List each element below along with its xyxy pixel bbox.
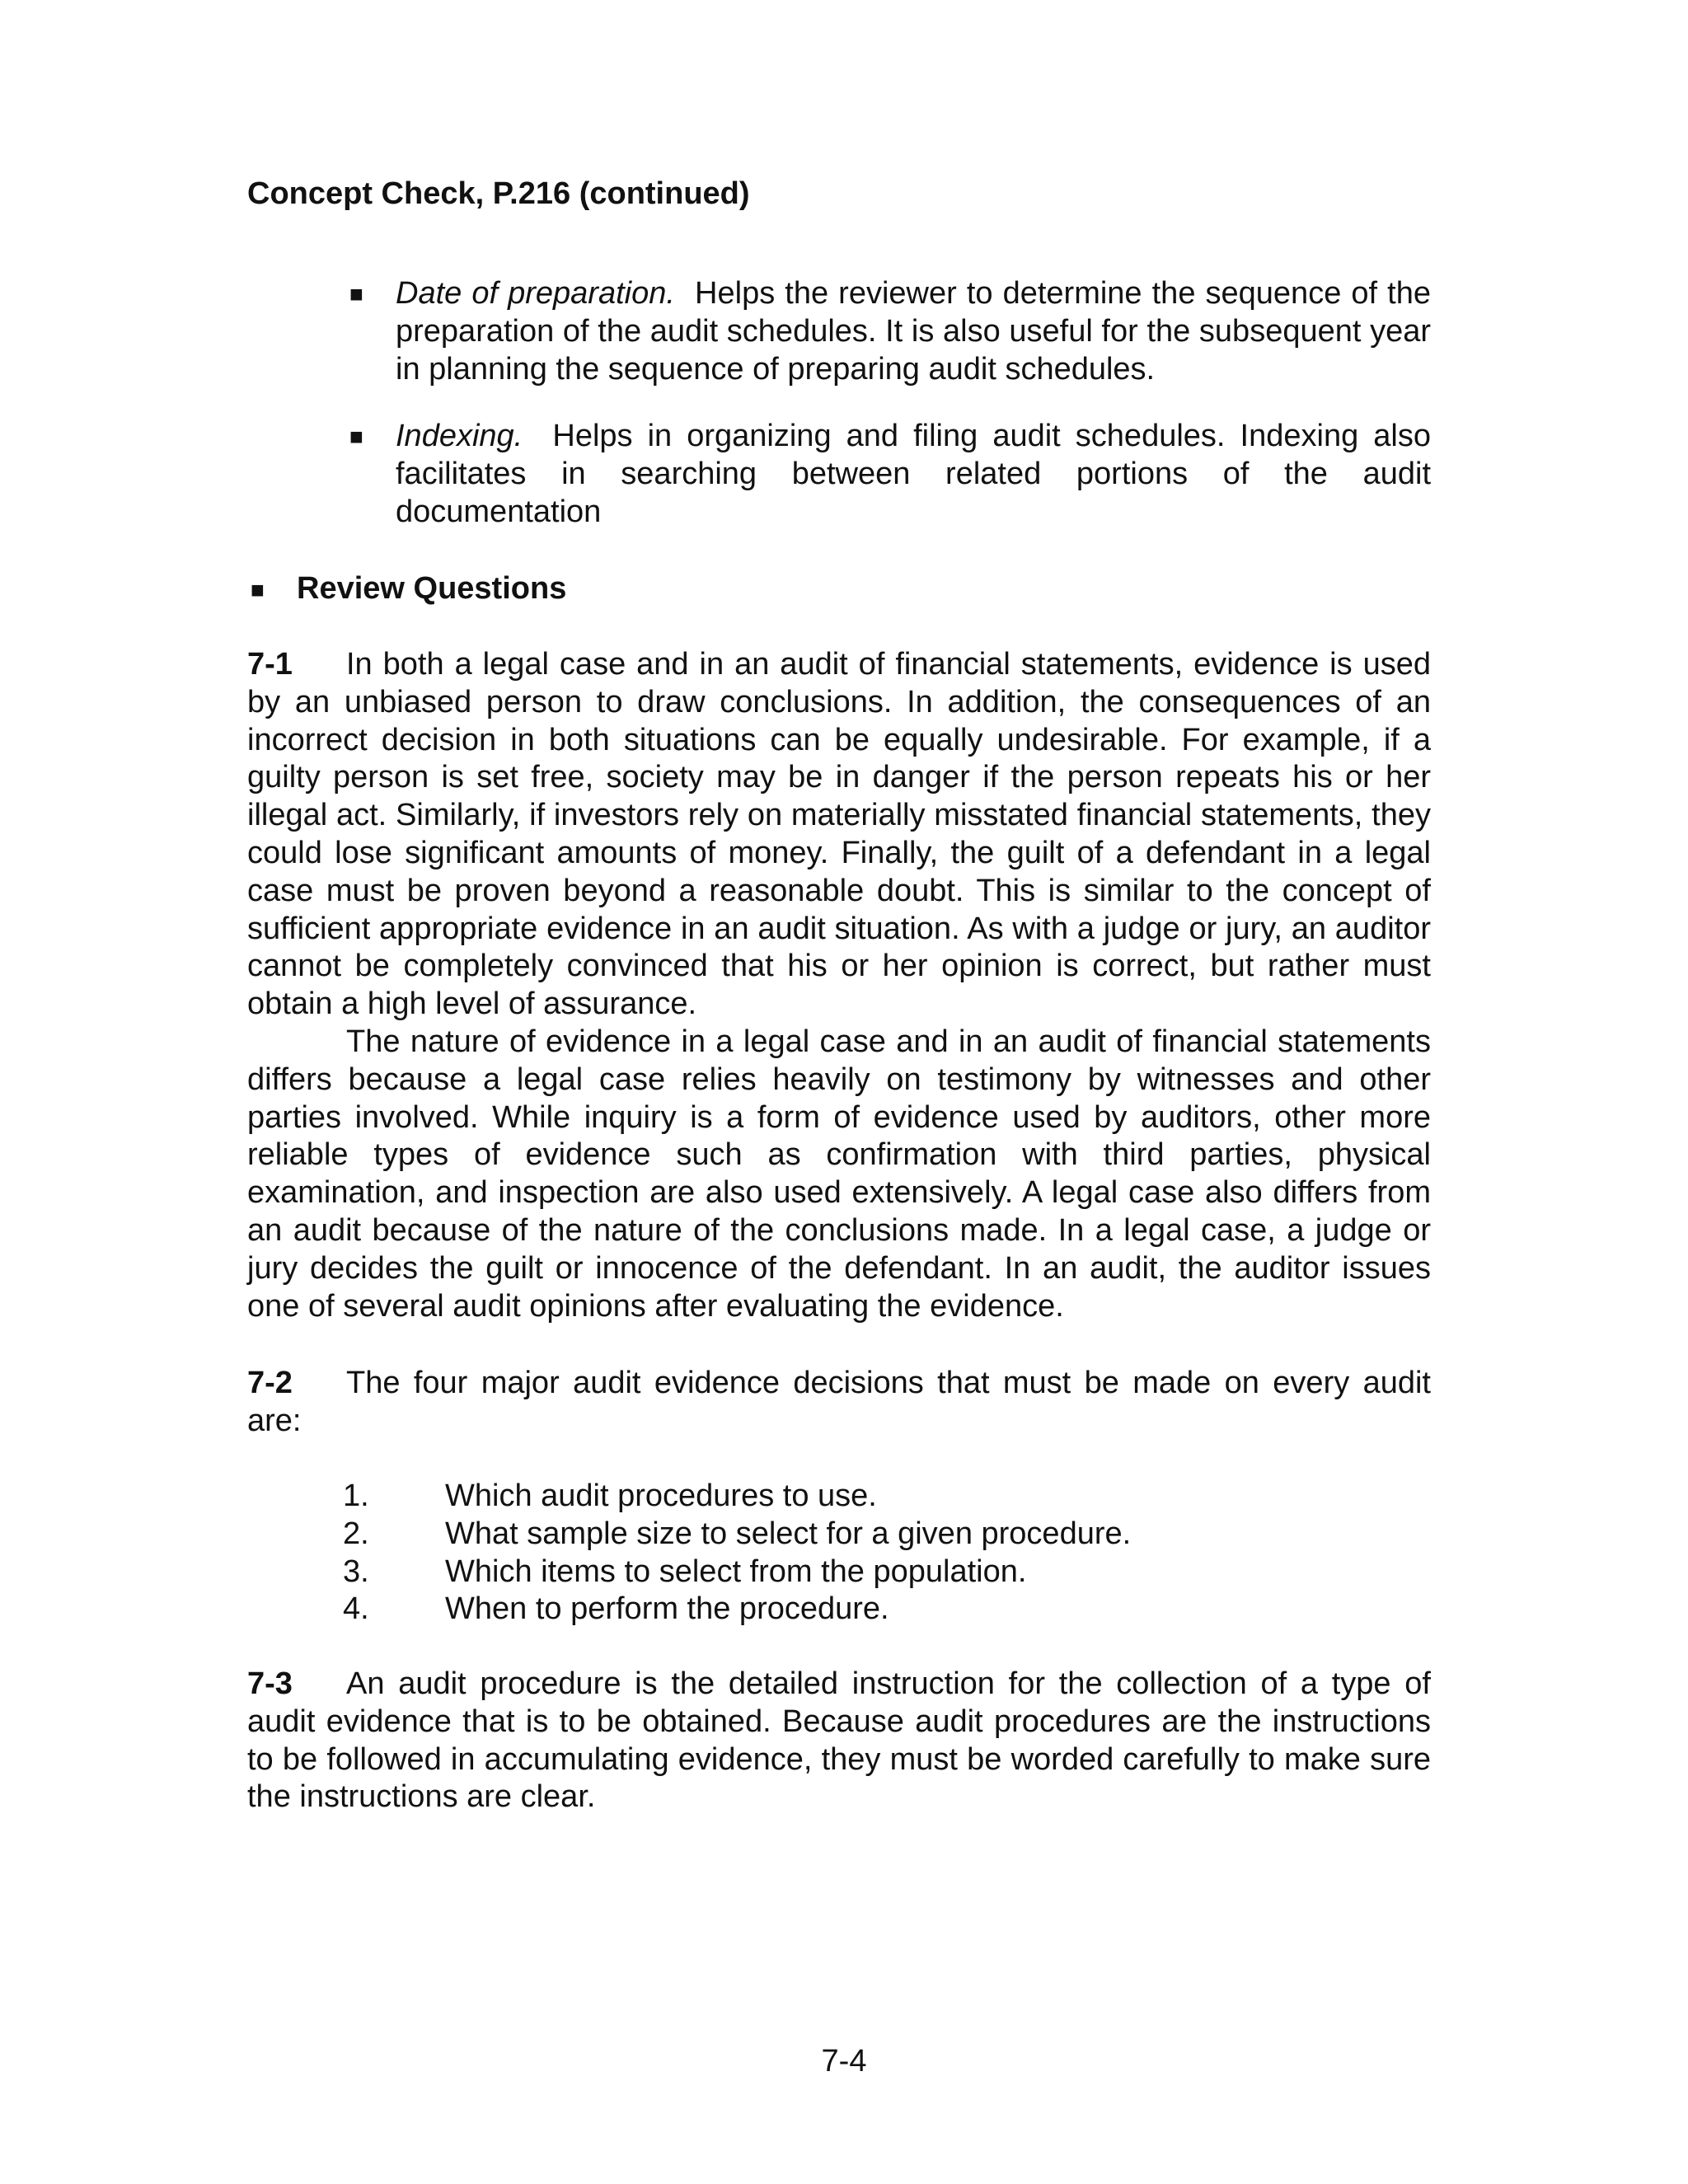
list-text: Which audit procedures to use. [445, 1479, 877, 1513]
question-number: 7-1 [247, 647, 293, 682]
list-item [343, 1516, 1250, 1554]
list-text: Which items to select from the population. [445, 1554, 1027, 1589]
list-number: 2. [343, 1516, 369, 1551]
question-7-2 [247, 1365, 1431, 1441]
question-paragraph: In both a legal case and in an audit of financial statements, evidence is used by an unbiased person to draw conclusions. In addition, the consequences of an incorrect decision in both situations can be equally undesirable. For example, if a guilty person is set free, society may be in danger if the person repeats his or her illegal act. Similarly, if investors rely on materially misstated financial statements, they could lose significant amounts of money. Finally, the guilt of a defendant in a legal case must be proven beyond a reasonable doubt. This is similar to the concept of sufficient appropriate evidence in an audit situation. As with a judge or jury, an auditor cannot be completely convinced that his or her opinion is correct, but rather must obtain a high level of assurance. [247, 647, 1431, 1022]
question-number: 7-3 [247, 1666, 293, 1701]
bullet-term: Date of preparation. [396, 276, 675, 311]
list-text: When to perform the procedure. [445, 1591, 889, 1627]
bullet-text [396, 275, 1431, 388]
section-heading-review-questions [251, 569, 566, 609]
list-number: 3. [343, 1554, 369, 1589]
bullet-icon: ■ [251, 577, 265, 602]
bullet-term: Indexing. [396, 419, 523, 453]
bullet-description: Helps in organizing and filing audit schedules. Indexing also facilitates in searching between related portions of the audit documentation [396, 419, 1431, 529]
question-7-3 [247, 1666, 1431, 1816]
list-text: What sample size to select for a given procedure. [445, 1516, 1132, 1551]
question-paragraph: The nature of evidence in a legal case and in an audit of financial statements differs because a legal case relies heavily on testimony by witnesses and other parties involved. While inquiry is a form of evidence used by auditors, other more reliable types of evidence such as confirmation with third parties, physical examination, and inspection are also used extensively. A legal case also differs from an audit because of the nature of the conclusions made. In a legal case, a judge or jury decides the guilt or innocence of the defendant. In an audit, the auditor issues one of several audit opinions after evaluating the evidence. [247, 1024, 1431, 1324]
list-item [343, 1554, 1250, 1591]
page-title: Concept Check, P.216 (continued) [247, 176, 750, 211]
list-number: 4. [343, 1591, 369, 1627]
bullet-icon: ■ [349, 281, 363, 307]
bullet-text [396, 418, 1431, 531]
question-intro: The four major audit evidence decisions that must be made on every audit are: [247, 1366, 1431, 1438]
question-paragraph: An audit procedure is the detailed instruction for the collection of a type of audit evidence that is to be obtained. Because audit procedures are the instructions to be followed in accumulating evidence, they must be worded carefully to make sure the instructions are clear. [247, 1666, 1431, 1815]
audit-decisions-list [343, 1478, 1250, 1629]
question-7-1 [247, 646, 1431, 1325]
bullet-icon: ■ [349, 424, 363, 449]
list-number: 1. [343, 1479, 369, 1513]
list-item [343, 1591, 1250, 1629]
section-title: Review Questions [297, 571, 567, 606]
bullet-description: Helps the reviewer to determine the sequence of the preparation of the audit schedules. It is also useful for the subsequent year in planning the sequence of preparing audit schedules. [396, 276, 1431, 387]
page-number: 7-4 [821, 2044, 867, 2079]
list-item [343, 1478, 1250, 1516]
question-number: 7-2 [247, 1366, 293, 1400]
